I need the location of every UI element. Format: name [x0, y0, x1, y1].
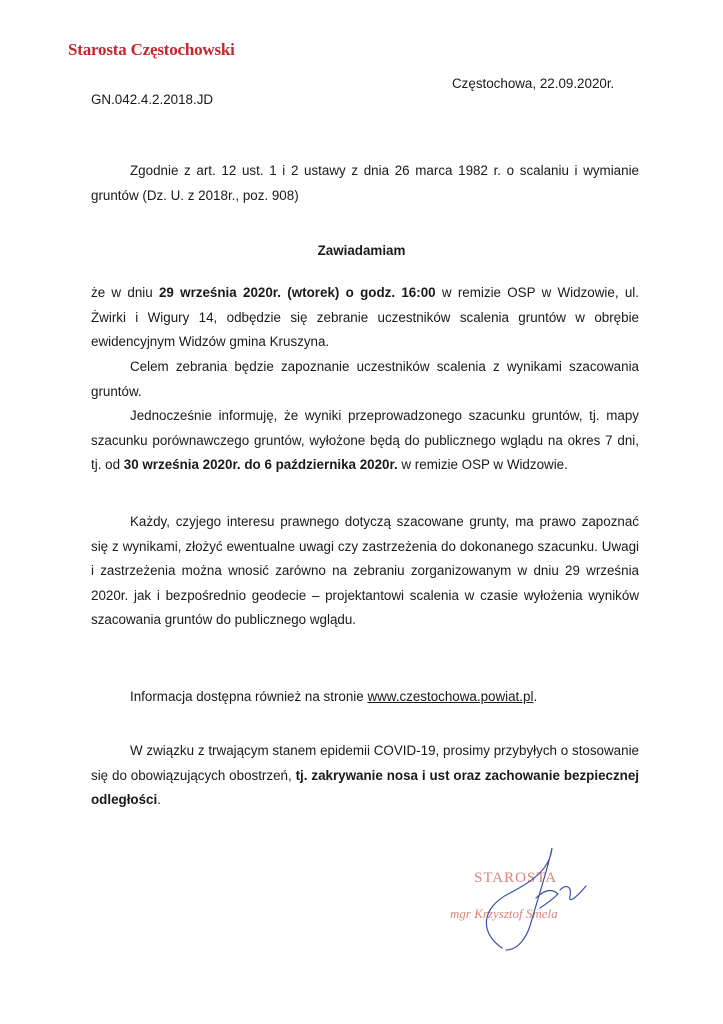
stamp-name: mgr Krzysztof Smela — [450, 906, 558, 921]
covid-text-1: W związku z trwającym stanem epidemii COVID-19, prosimy przybyłych o stosowanie się do obowiązujących obostrzeń, — [91, 743, 639, 783]
signature-stamp — [440, 838, 630, 958]
display-paragraph — [91, 404, 639, 478]
info-paragraph — [91, 685, 639, 710]
covid-requirements: tj. zakrywanie nosa i ust oraz zachowanie bezpiecznej odległości — [91, 767, 640, 808]
meeting-date: 29 września 2020r. (wtorek) o godz. 16:00 — [158, 285, 436, 300]
website-link[interactable]: www.czestochowa.powiat.pl — [367, 689, 534, 704]
handwritten-signature — [440, 838, 630, 958]
legal-basis-paragraph: Zgodnie z art. 12 ust. 1 i 2 ustawy z dnia 26 marca 1982 r. o scalaniu i wymianie gruntów (Dz. U. z 2018r., poz. 908) — [91, 163, 639, 203]
stamp-title: STAROSTA — [474, 870, 558, 886]
date-line: Częstochowa, 22.09.2020r. — [452, 76, 615, 91]
meeting-text-1: że w dniu — [91, 285, 159, 300]
rights-paragraph: Każdy, czyjego interesu prawnego dotyczą szacowane grunty, ma prawo zapoznać się z wynikami, złożyć ewentualne uwagi czy zastrzeżenia do dokonanego szacunku. Uwagi i zastrzeżenia można wnosić zarówno na zebraniu zorganizowanym w dniu 29 września 2020r. jak i bezpośrednio geodecie – projektantowi scalenia w czasie wyłożenia wyników szacowania gruntów do publicznego wglądu. — [91, 514, 639, 628]
display-text-1: Jednocześnie informuję, że wyniki przeprowadzonego szacunku gruntów, tj. mapy szacunku porównawczego gruntów, wyłożone będą do publicznego wglądu na okres 7 dni, tj. od — [91, 408, 639, 473]
reference-number: GN.042.4.2.2018.JD — [91, 92, 214, 107]
display-period: 30 września 2020r. do 6 października 2020r. — [123, 457, 398, 473]
meeting-paragraph — [91, 281, 639, 355]
info-text-1: Informacja dostępna również na stronie — [130, 689, 368, 704]
notice-title: Zawiadamiam — [317, 243, 406, 258]
display-text-2: w remizie OSP w Widzowie. — [397, 457, 568, 473]
issuer-letterhead: Starosta Częstochowski — [68, 40, 235, 59]
info-text-2: . — [533, 689, 538, 704]
meeting-text-2: w remizie OSP w Widzowie, ul. Żwirki i Wigury 14, odbędzie się zebranie uczestników scalenia gruntów w obrębie ewidencyjnym Widzów gmina Kruszyna. — [91, 285, 639, 350]
purpose-paragraph: Celem zebrania będzie zapoznanie uczestników scalenia z wynikami szacowania gruntów. — [91, 359, 639, 399]
covid-text-2: . — [157, 792, 161, 808]
covid-paragraph — [91, 739, 639, 813]
